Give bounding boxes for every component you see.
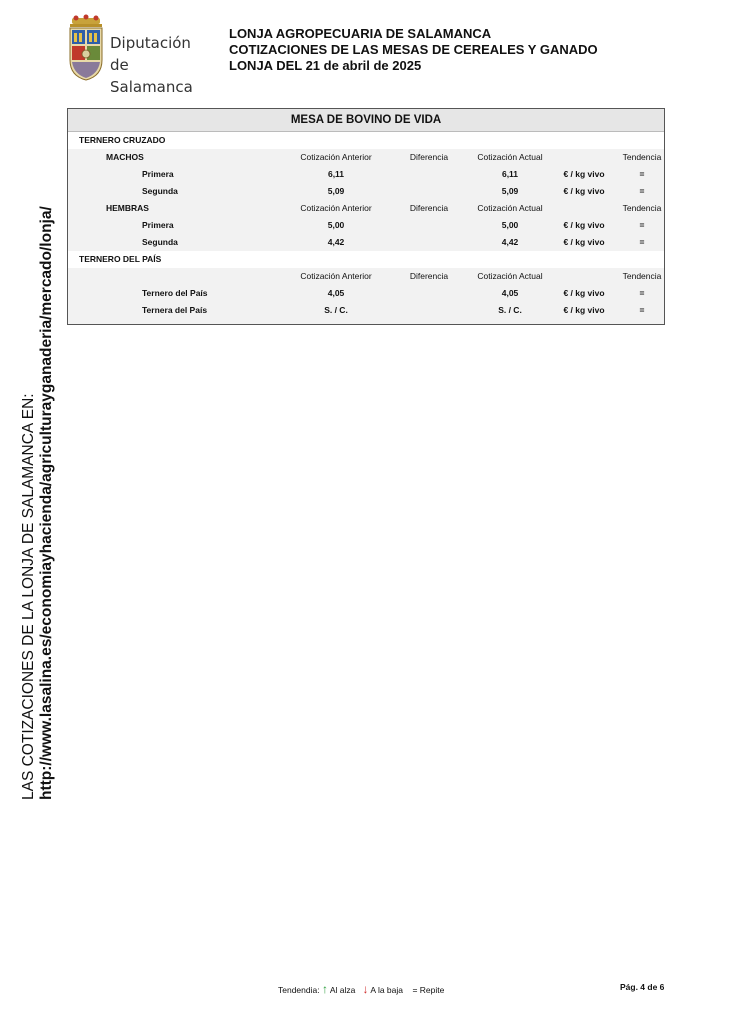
col-anterior: Cotización Anterior xyxy=(300,271,372,281)
row-name: Segunda xyxy=(142,186,178,196)
table-title: MESA DE BOVINO DE VIDA xyxy=(68,109,664,132)
col-tendencia: Tendencia xyxy=(622,203,662,213)
group-header-hembras xyxy=(68,200,664,217)
row-unit: € / kg vivo xyxy=(563,288,605,298)
coat-of-arms-icon xyxy=(66,14,106,82)
group-label: MACHOS xyxy=(106,152,144,162)
row-anterior: S. / C. xyxy=(324,305,348,315)
group-header-columns xyxy=(68,268,664,285)
table-row xyxy=(68,183,664,200)
col-actual: Cotización Actual xyxy=(477,203,543,213)
legend-repeat: = Repite xyxy=(412,985,445,995)
table-row xyxy=(68,285,664,302)
col-diferencia: Diferencia xyxy=(409,152,449,162)
group-header-machos xyxy=(68,149,664,166)
row-tendencia: = xyxy=(639,237,645,247)
arrow-down-icon: ↓ xyxy=(362,982,369,996)
row-actual: 4,42 xyxy=(501,237,519,247)
trend-legend xyxy=(278,982,444,996)
row-unit: € / kg vivo xyxy=(563,305,605,315)
header-line-3: LONJA DEL 21 de abril de 2025 xyxy=(229,58,422,73)
row-name: Primera xyxy=(142,169,174,179)
header-line-2: COTIZACIONES DE LAS MESAS DE CEREALES Y GANADO xyxy=(229,42,598,57)
row-anterior: 5,00 xyxy=(327,220,345,230)
section-name: TERNERO CRUZADO xyxy=(79,135,166,145)
section-name: TERNERO DEL PAÍS xyxy=(79,254,162,264)
col-tendencia: Tendencia xyxy=(622,152,662,162)
logo-text xyxy=(110,32,206,98)
document-header xyxy=(229,26,598,74)
row-actual: 5,00 xyxy=(501,220,519,230)
arrow-up-icon: ↑ xyxy=(321,982,328,996)
table-row xyxy=(68,302,664,319)
section-header-ternero-cruzado xyxy=(68,132,664,149)
row-tendencia: = xyxy=(639,169,645,179)
row-unit: € / kg vivo xyxy=(563,186,605,196)
row-name: Primera xyxy=(142,220,174,230)
sidebar-line-1: LAS COTIZACIONES DE LA LONJA DE SALAMANCA EN: xyxy=(20,393,37,800)
row-anterior: 4,42 xyxy=(327,237,345,247)
legend-label: Tendendia: xyxy=(278,985,320,995)
row-anterior: 5,09 xyxy=(327,186,345,196)
table-row xyxy=(68,217,664,234)
logo-line-2: de Salamanca xyxy=(110,56,193,96)
row-actual: 4,05 xyxy=(501,288,519,298)
bovino-table xyxy=(67,108,665,325)
row-actual: S. / C. xyxy=(498,305,522,315)
sidebar-url[interactable]: http://www.lasalina.es/economiayhacienda/agriculturayganaderia/mercado/lonja/ xyxy=(38,206,55,800)
row-unit: € / kg vivo xyxy=(563,169,605,179)
table-row xyxy=(68,166,664,183)
group-label: HEMBRAS xyxy=(106,203,149,213)
col-actual: Cotización Actual xyxy=(477,271,543,281)
logo-line-1: Diputación xyxy=(110,34,191,52)
page-number: Pág. 4 de 6 xyxy=(620,982,665,992)
row-actual: 5,09 xyxy=(501,186,519,196)
row-tendencia: = xyxy=(639,186,645,196)
section-header-ternero-del-pais xyxy=(68,251,664,268)
col-actual: Cotización Actual xyxy=(477,152,543,162)
table-row xyxy=(68,234,664,251)
row-name: Segunda xyxy=(142,237,178,247)
row-name: Ternero del País xyxy=(142,288,208,298)
row-name: Ternera del País xyxy=(142,305,208,315)
row-tendencia: = xyxy=(639,305,645,315)
header-line-1: LONJA AGROPECUARIA DE SALAMANCA xyxy=(229,26,492,41)
row-unit: € / kg vivo xyxy=(563,220,605,230)
col-tendencia: Tendencia xyxy=(622,271,662,281)
row-unit: € / kg vivo xyxy=(563,237,605,247)
col-diferencia: Diferencia xyxy=(409,203,449,213)
legend-up: Al alza xyxy=(329,985,356,995)
col-anterior: Cotización Anterior xyxy=(300,203,372,213)
row-tendencia: = xyxy=(639,220,645,230)
row-tendencia: = xyxy=(639,288,645,298)
col-diferencia: Diferencia xyxy=(409,271,449,281)
sidebar-vertical-text xyxy=(20,206,56,800)
row-anterior: 4,05 xyxy=(327,288,345,298)
row-anterior: 6,11 xyxy=(327,169,345,179)
diputacion-logo xyxy=(66,14,206,96)
legend-down: A la baja xyxy=(370,985,404,995)
row-actual: 6,11 xyxy=(501,169,519,179)
col-anterior: Cotización Anterior xyxy=(300,152,372,162)
